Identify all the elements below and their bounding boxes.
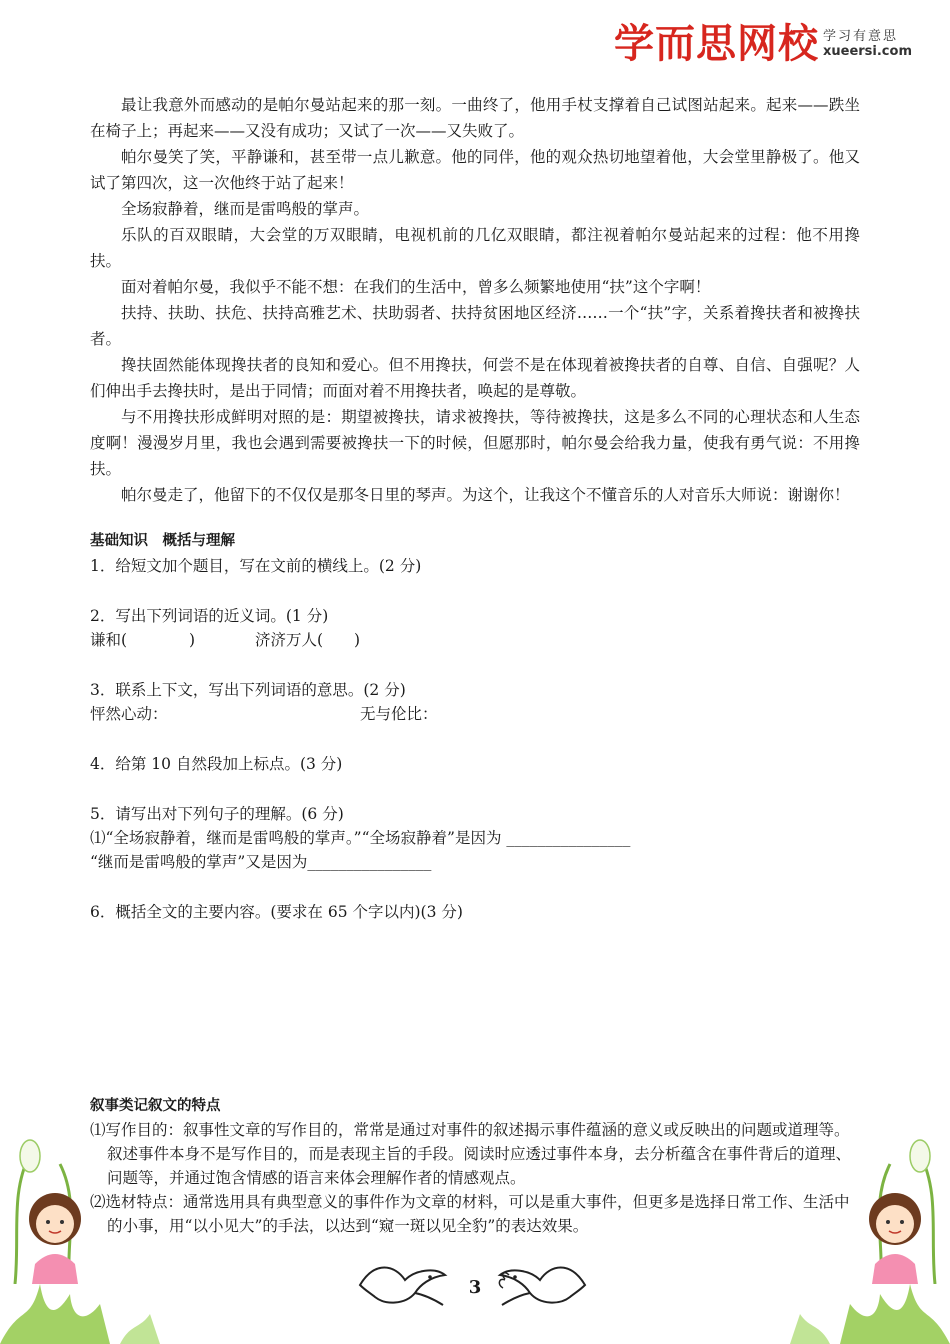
- logo-url: xueersi.com: [822, 44, 912, 59]
- article-paragraph: 搀扶固然能体现搀扶者的良知和爱心。但不用搀扶，何尝不是在体现着被搀扶者的自尊、自信、自强呢？人们伸出手去搀扶时，是出于同情；而面对着不用搀扶者，唤起的是尊敬。: [90, 356, 860, 400]
- q2-word-1: 谦和( ): [90, 631, 196, 649]
- logo-slogan: 学习有意思: [822, 29, 898, 44]
- q2-word-2: 济济万人( ): [255, 631, 361, 649]
- q5-sub-1: ⑴“全场寂静着，继而是雷鸣般的掌声。”“全场寂静着”是因为 ________________: [90, 829, 631, 847]
- feature-item: ⑴写作目的：叙事性文章的写作目的，常常是通过对事件的叙述揭示事件蕴涵的意义或反映出的问题或道理等。叙述事件本身不是写作目的，而是表现主旨的手段。阅读时应透过事件本身，去分析蕴含在事件背后的道理、问题等，并通过饱含情感的语言来体会理解作者的情感观点。: [90, 1121, 852, 1187]
- site-logo: [614, 20, 912, 68]
- question-6: 6．概括全文的主要内容。(要求在 65 个字以内)(3 分): [90, 903, 463, 921]
- article-paragraph: 扶持、扶助、扶危、扶持高雅艺术、扶助弱者、扶持贫困地区经济……一个“扶”字，关系着搀扶者和被搀扶者。: [90, 304, 860, 348]
- question-3: 3．联系上下文，写出下列词语的意思。(2 分): [90, 681, 406, 699]
- q5-sub-2: “继而是雷鸣般的掌声”又是因为________________: [90, 853, 432, 871]
- girl-illustration: [855, 1134, 950, 1284]
- question-5: 5．请写出对下列句子的理解。(6 分): [90, 805, 344, 823]
- article-paragraph: 帕尔曼走了，他留下的不仅仅是那冬日里的琴声。为这个，让我这个不懂音乐的人对音乐大师说：谢谢你！: [121, 486, 850, 504]
- question-4: 4．给第 10 自然段加上标点。(3 分): [90, 755, 343, 773]
- article-paragraph: 乐队的百双眼睛，大会堂的万双眼睛，电视机前的几亿双眼睛，都注视着帕尔曼站起来的过程：他不用搀扶。: [90, 226, 860, 270]
- logo-title: 学而思网校: [613, 21, 819, 67]
- questions-title: 基础知识 概括与理解: [90, 533, 235, 549]
- q3-word-1: 怦然心动：: [90, 705, 168, 723]
- dove-icon: [495, 1255, 590, 1310]
- questions-section: [90, 528, 860, 924]
- article-paragraph: 全场寂静着，继而是雷鸣般的掌声。: [121, 200, 370, 218]
- q3-word-2: 无与伦比：: [360, 705, 438, 723]
- document-body: [90, 92, 860, 1238]
- article-paragraph: 面对着帕尔曼，我似乎不能不想：在我们的生活中，曾多么频繁地使用“扶”这个字啊！: [121, 278, 711, 296]
- article-paragraph: 帕尔曼笑了笑，平静谦和，甚至带一点儿歉意。他的同伴，他的观众热切地望着他，大会堂里静极了。他又试了第四次，这一次他终于站了起来！: [90, 148, 860, 192]
- features-section: [90, 1094, 860, 1238]
- girl-illustration: [0, 1134, 95, 1284]
- question-2: 2．写出下列词语的近义词。(1 分): [90, 607, 329, 625]
- features-title: 叙事类记叙文的特点: [90, 1098, 221, 1114]
- question-1: 1．给短文加个题目，写在文前的横线上。(2 分): [90, 557, 422, 575]
- feature-item: ⑵选材特点：通常选用具有典型意义的事件作为文章的材料，可以是重大事件，但更多是选择日常工作、生活中的小事，用“以小见大”的手法，以达到“窥一斑以见全豹”的表达效果。: [90, 1193, 850, 1235]
- article-paragraph: 与不用搀扶形成鲜明对照的是：期望被搀扶，请求被搀扶，等待被搀扶，这是多么不同的心理状态和人生态度啊！漫漫岁月里，我也会遇到需要被搀扶一下的时候，但愿那时，帕尔曼会给我力量，使我有勇气说：不用搀扶。: [90, 408, 860, 478]
- article-paragraph: 最让我意外而感动的是帕尔曼站起来的那一刻。一曲终了，他用手杖支撑着自己试图站起来。起来——跌坐在椅子上；再起来——又没有成功；又试了一次——又失败了。: [90, 96, 860, 140]
- page-number: 3: [468, 1277, 482, 1298]
- article-text: [90, 92, 860, 508]
